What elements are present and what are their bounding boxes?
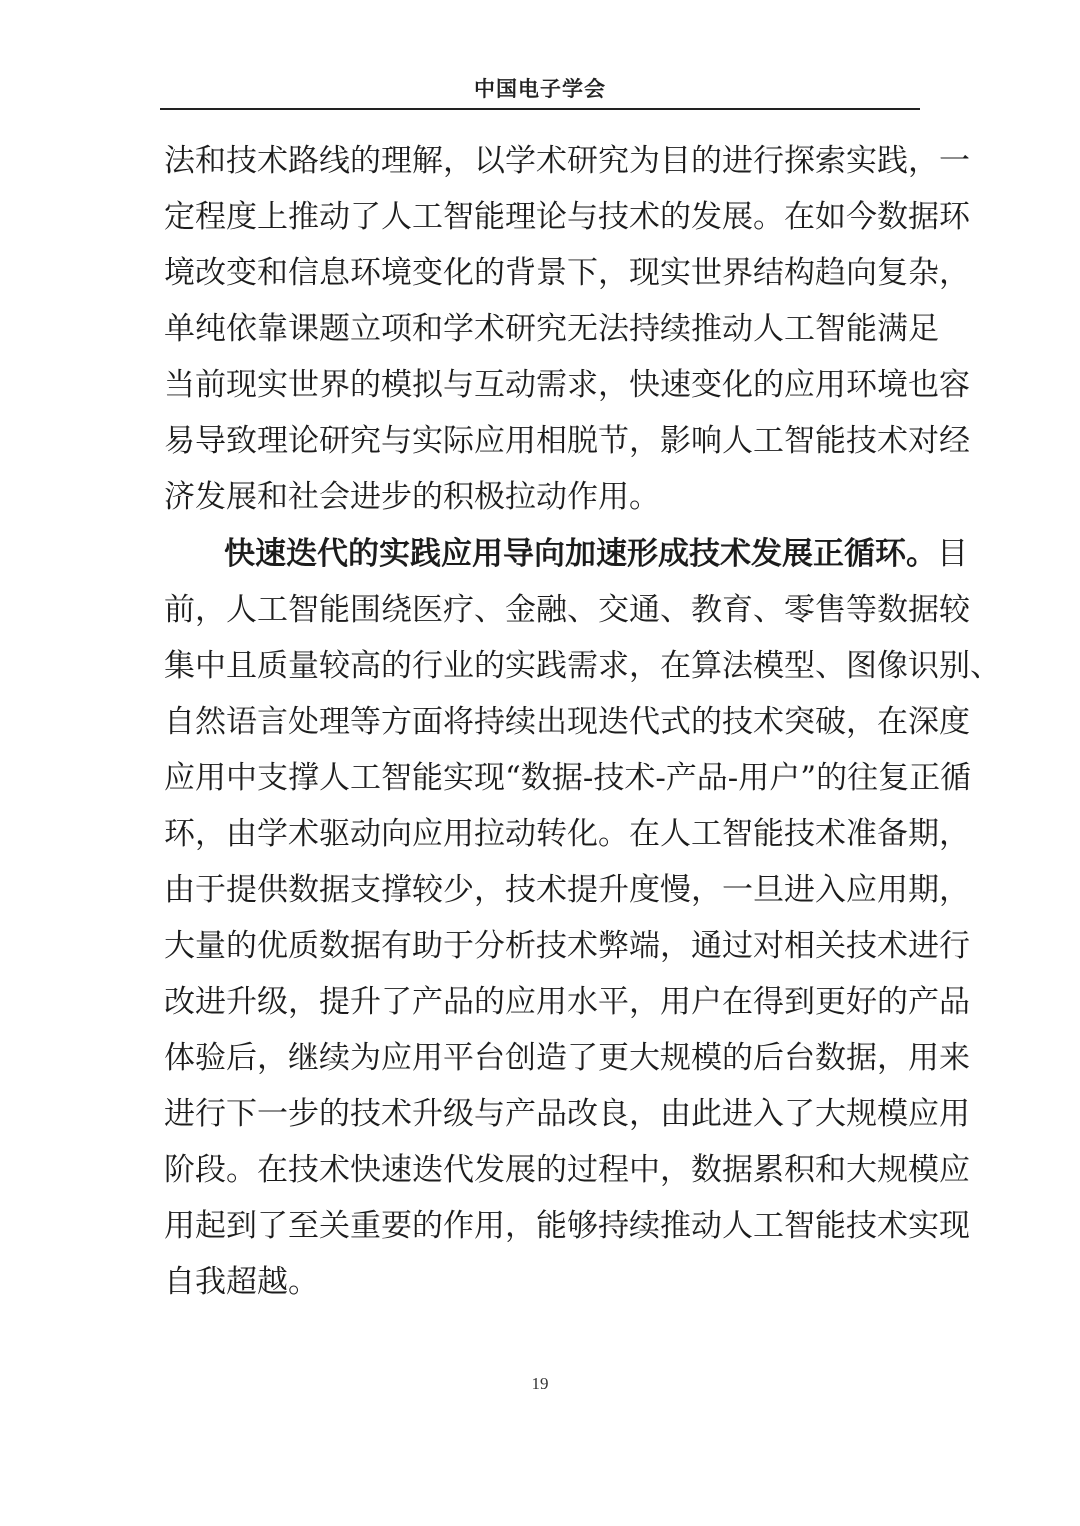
paragraph-lead-sentence: 快速迭代的实践应用导向加速形成技术发展正循环。 bbox=[224, 536, 937, 572]
paragraph-line: 阶段。在技术快速迭代发展的过程中，数据累积和大规模应 bbox=[164, 1152, 970, 1188]
paragraph-line: 自然语言处理等方面将持续出现迭代式的技术突破，在深度 bbox=[164, 704, 970, 740]
paragraph-line: 体验后，继续为应用平台创造了更大规模的后台数据，用来 bbox=[164, 1040, 970, 1076]
paragraph-line: 法和技术路线的理解，以学术研究为目的进行探索实践，一 bbox=[164, 143, 970, 179]
paragraph-line: 应用中支撑人工智能实现“数据-技术-产品-用户”的往复正循 bbox=[164, 760, 972, 796]
paragraph-line: 由于提供数据支撑较少，技术提升度慢，一旦进入应用期， bbox=[164, 872, 970, 908]
paragraph-line: 当前现实世界的模拟与互动需求，快速变化的应用环境也容 bbox=[164, 367, 970, 403]
page-number: 19 bbox=[531, 1374, 549, 1393]
paragraph-line: 环，由学术驱动向应用拉动转化。在人工智能技术准备期， bbox=[164, 816, 970, 852]
paragraph-line: 前，人工智能围绕医疗、金融、交通、教育、零售等数据较 bbox=[164, 592, 970, 628]
page-header bbox=[160, 74, 920, 110]
paragraph-line: 改进升级，提升了产品的应用水平，用户在得到更好的产品 bbox=[164, 984, 970, 1020]
paragraph-line: 单纯依靠课题立项和学术研究无法持续推动人工智能满足 bbox=[164, 311, 939, 347]
paragraph-line: 定程度上推动了人工智能理论与技术的发展。在如今数据环 bbox=[164, 199, 970, 235]
paragraph-line: 进行下一步的技术升级与产品改良，由此进入了大规模应用 bbox=[164, 1096, 970, 1132]
paragraph-line: 集中且质量较高的行业的实践需求，在算法模型、图像识别、 bbox=[164, 648, 1001, 684]
paragraph-first-line bbox=[224, 526, 968, 582]
header-title: 中国电子学会 bbox=[474, 77, 606, 101]
paragraph-line: 境改变和信息环境变化的背景下，现实世界结构趋向复杂， bbox=[164, 255, 970, 291]
paragraph-line: 易导致理论研究与实际应用相脱节，影响人工智能技术对经 bbox=[164, 423, 970, 459]
paragraph-first-line-rest: 目 bbox=[937, 536, 968, 572]
paragraph-line: 自我超越。 bbox=[164, 1264, 319, 1300]
paragraph-line: 用起到了至关重要的作用，能够持续推动人工智能技术实现 bbox=[164, 1208, 970, 1244]
paragraph-line: 济发展和社会进步的积极拉动作用。 bbox=[164, 479, 660, 515]
paragraph-line: 大量的优质数据有助于分析技术弊端，通过对相关技术进行 bbox=[164, 928, 970, 964]
